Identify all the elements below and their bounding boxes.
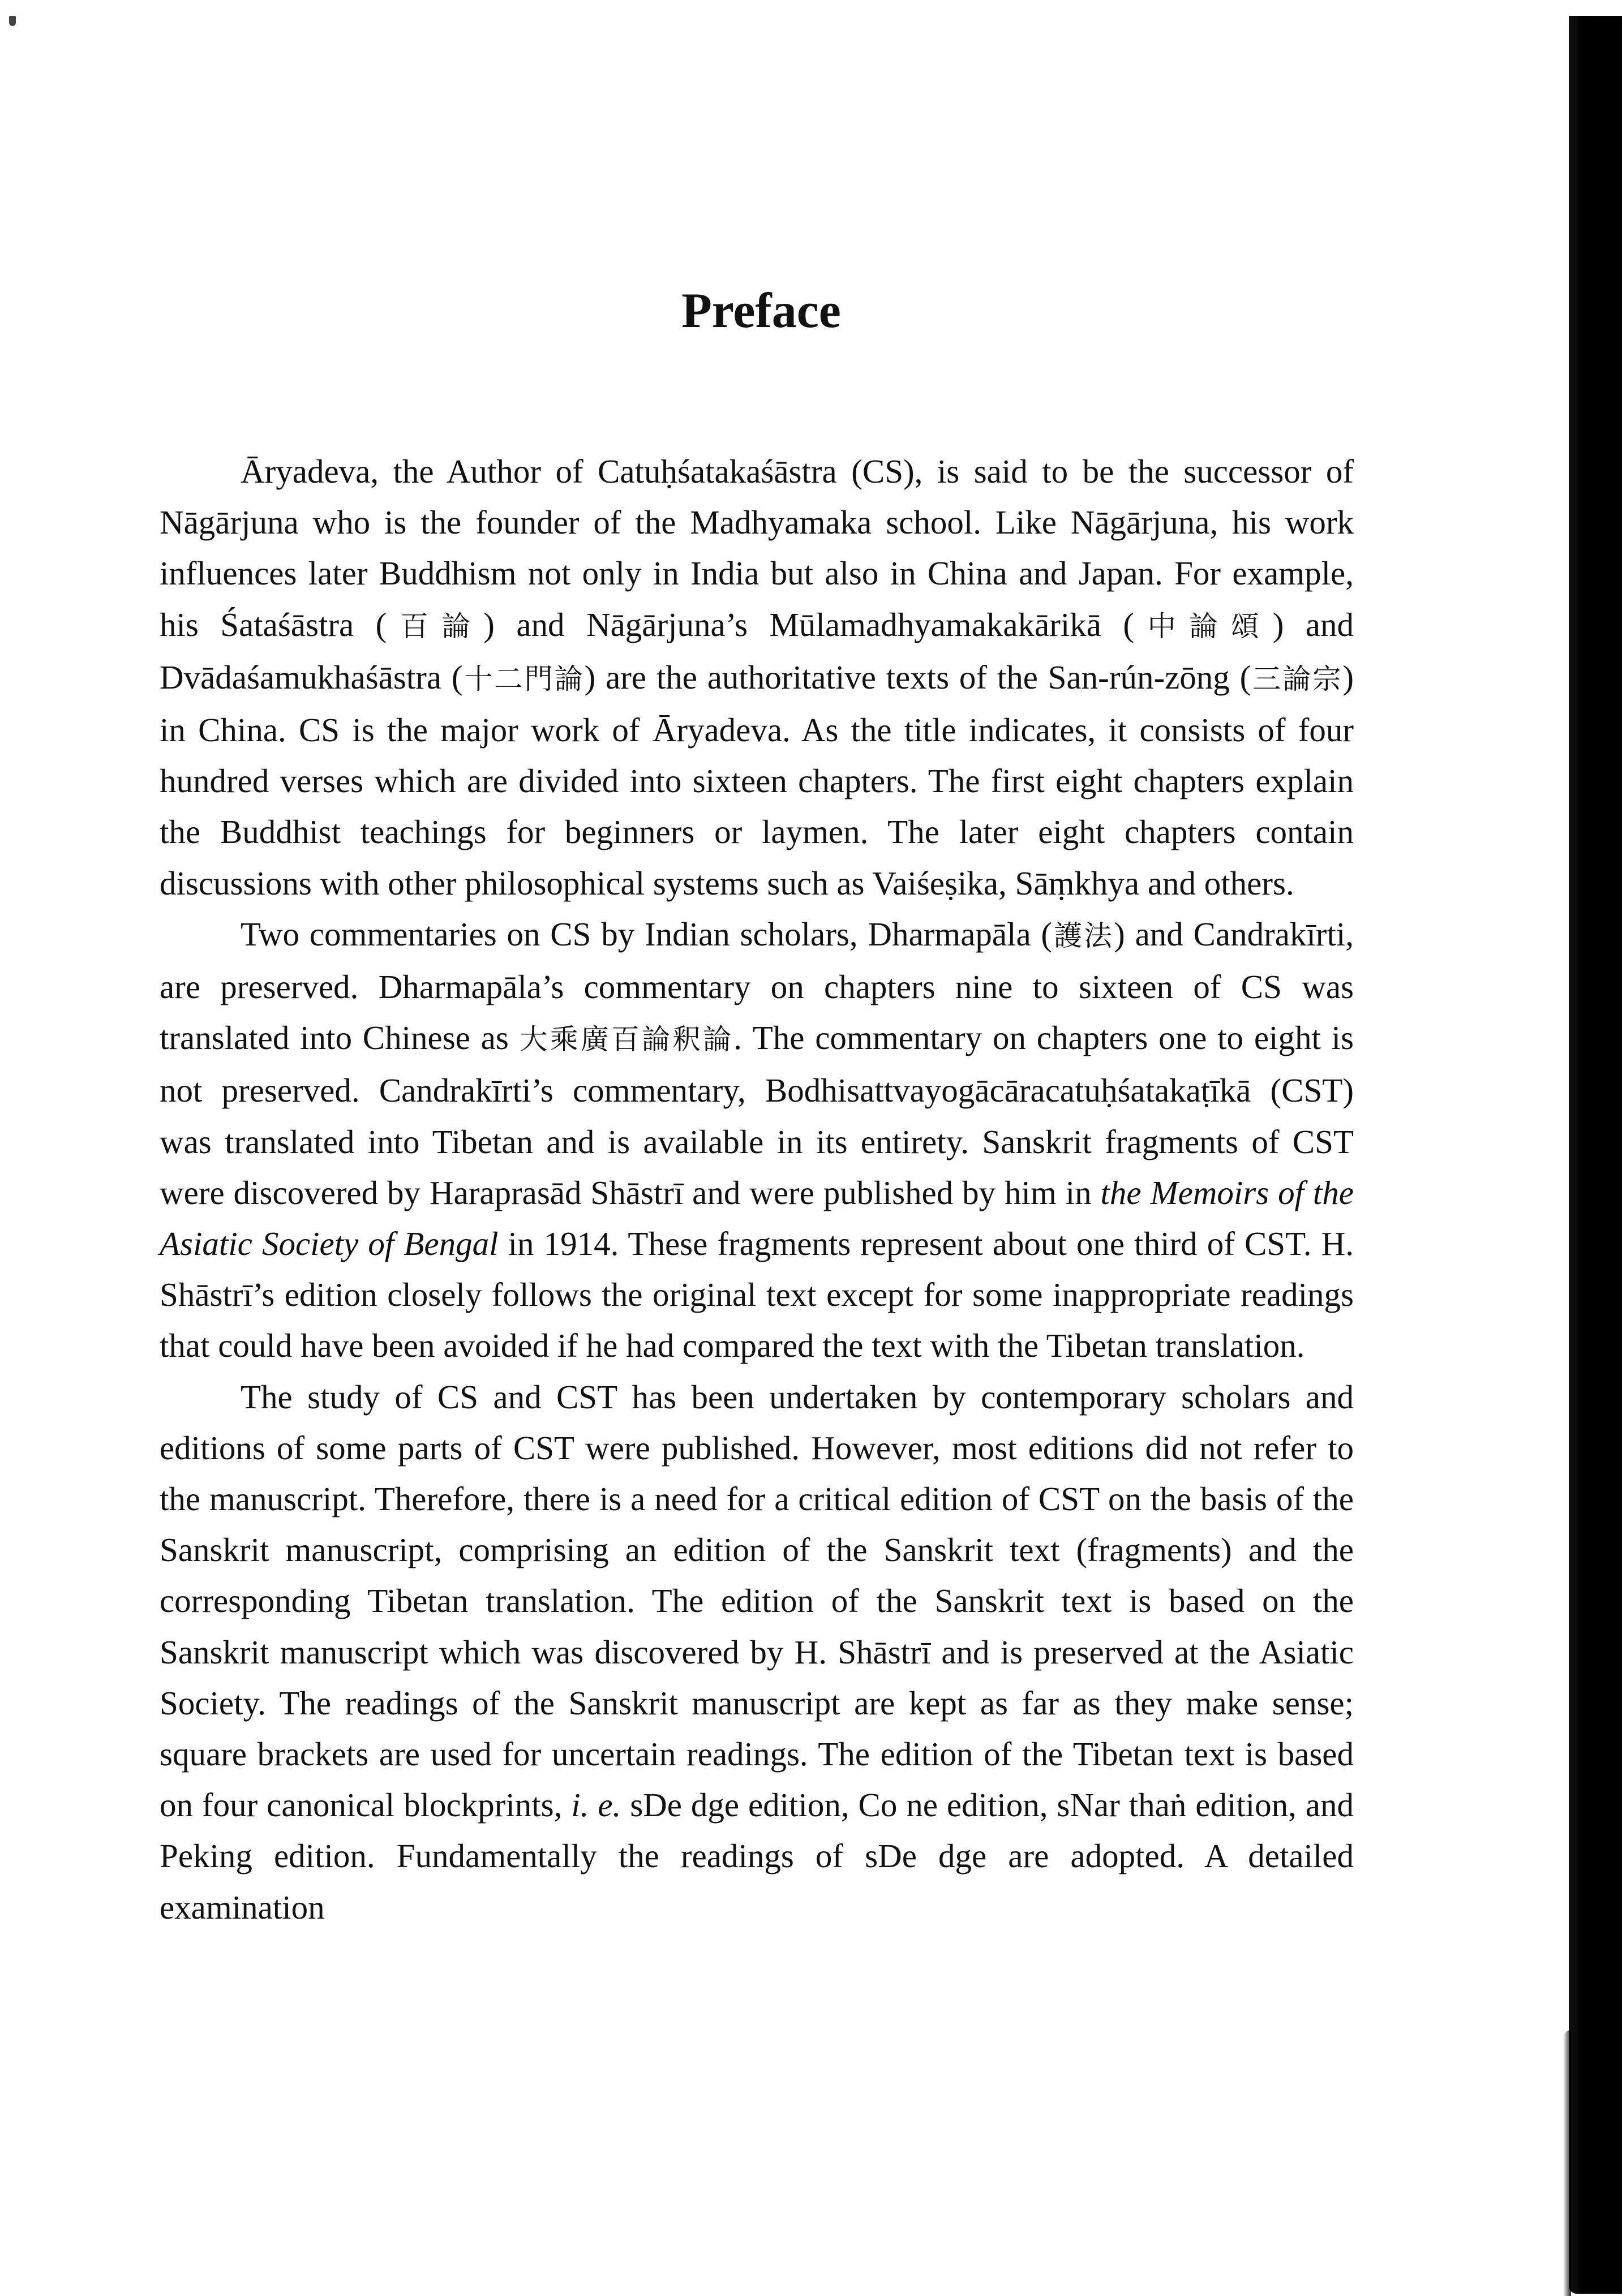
text-segment: Two commentaries on CS by Indian scholars, Dharmapāla (	[241, 915, 1053, 953]
cjk-term: 十二門論	[462, 662, 585, 695]
page-edge-shadow	[1569, 16, 1622, 2294]
paragraph-2	[160, 909, 1354, 1371]
page-title: Preface	[681, 283, 841, 338]
italic-text: the Memoirs of the Asiatic Society of Bengal	[160, 1173, 1354, 1263]
paragraph-1	[160, 446, 1354, 909]
scan-artifact-mark	[9, 16, 16, 26]
text-segment: . The commentary on chapters one to eight is not preserved. Candrakīrti’s commentary, Bodhisattvayogācāracatuḥśatakaṭīkā (CST) was translated into Tibetan and is available in its entirety. Sanskrit fragments of CST were discovered by Haraprasād Shāstrī and were published by him in	[160, 1019, 1354, 1211]
cjk-term: 三論宗	[1251, 662, 1343, 695]
text-segment: The study of CS and CST has been undertaken by contemporary scholars and editions of some parts of CST were published. However, most editions did not refer to the manuscript. Therefore, there is a need for a critical edition of CST on the basis of the Sanskrit manuscript, comprising an edition of the Sanskrit text (fragments) and the corresponding Tibetan translation. The edition of the Sanskrit text is based on the Sanskrit manuscript which was discovered by H. Shāstrī and is preserved at the Asiatic Society. The readings of the Sanskrit manuscript are kept as far as they make sense; square brackets are used for uncertain readings. The edition of the Tibetan text is based on four canonical blockprints,	[160, 1378, 1354, 1824]
cjk-term: 大乘廣百論釈論	[519, 1023, 734, 1056]
text-segment: ) and Dvādaśamukhaśāstra (	[160, 605, 1354, 696]
text-segment: Āryadeva, the Author of Catuḥśatakaśāstra (CS), is said to be the successor of Nāgārjuna who is the founder of the Madhyamaka school. Like Nāgārjuna, his work influences later Buddhism not only in India but also in China and Japan. For example, his Śataśāstra (	[160, 453, 1354, 643]
text-segment: ) in China. CS is the major work of Āryadeva. As the title indicates, it consists of four hundred verses which are divided into sixteen chapters. The first eight chapters explain the Buddhist teachings for beginners or laymen. The later eight chapters contain discussions with other philosophical systems such as Vaiśeṣika, Sāṃkhya and others.	[160, 658, 1354, 902]
italic-text: i. e.	[571, 1786, 621, 1824]
text-segment: in 1914. These fragments represent about one third of CST. H. Shāstrī’s edition closely follows the original text except for some inappropriate readings that could have been avoided if he had compared the text with the Tibetan translation.	[160, 1225, 1354, 1365]
text-segment: ) and Nāgārjuna’s Mūlamadhyamakakārikā (	[483, 605, 1135, 643]
cjk-term: 護法	[1052, 919, 1114, 952]
text-segment: ) are the authoritative texts of the San-rún-zōng (	[584, 658, 1251, 696]
text-segment: sDe dge edition, Co ne edition, sNar thaṅ edition, and Peking edition. Fundamentally the readings of sDe dge are adopted. A detailed examination	[160, 1786, 1354, 1926]
body-text	[160, 446, 1354, 1933]
paragraph-3	[160, 1371, 1354, 1933]
text-segment: ) and Candrakīrti, are preserved. Dharmapāla’s commentary on chapters nine to sixteen of CS was translated into Chinese as	[160, 915, 1354, 1057]
cjk-term: 百論	[387, 609, 484, 643]
cjk-term: 中論頌	[1134, 609, 1273, 643]
